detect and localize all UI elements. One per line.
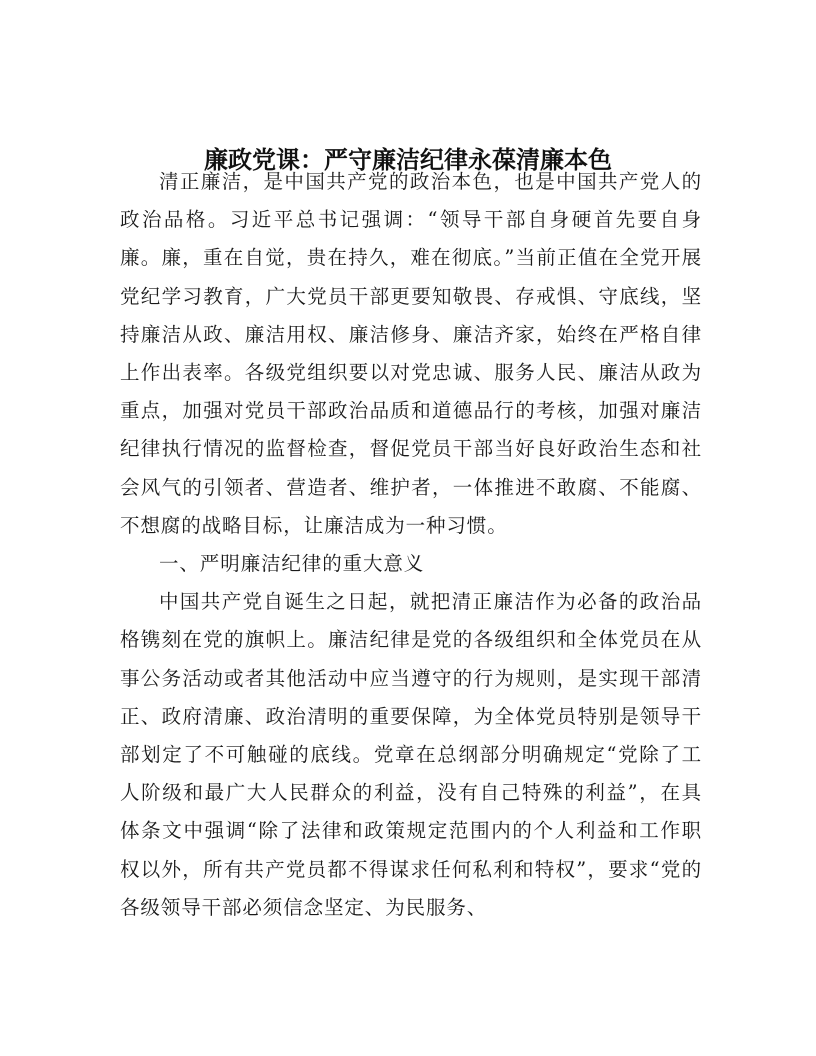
section-heading: 一、严明廉洁纪律的重大意义 [159,552,425,576]
document-title: 廉政党课：严守廉洁纪律永葆清廉本色 [204,146,612,174]
intro-paragraph: 清正廉洁，是中国共产党的政治本色，也是中国共产党人的政治品格。习近平总书记强调：“领导干部自身硬首先要自身廉。廉，重在自觉，贵在持久，难在彻底。”当前正值在全党开展党纪学习教育，广大党员干部更要知敬畏、存戒惧、守底线，坚持廉洁从政、廉洁用权、廉洁修身、廉洁齐家，始终在严格自律上作出表率。各级党组织要以对党忠诚、服务人民、廉洁从政为重点，加强对党员干部政治品质和道德品行的考核，加强对廉洁纪律执行情况的监督检查，督促党员干部当好良好政治生态和社会风气的引领者、营造者、维护者，一体推进不敢腐、不能腐、不想腐的战略目标，让廉洁成为一种习惯。 [120,170,702,537]
section-paragraph: 中国共产党自诞生之日起，就把清正廉洁作为必备的政治品格镌刻在党的旗帜上。廉洁纪律是党的各级组织和全体党员在从事公务活动或者其他活动中应当遵守的行为规则，是实现干部清正、政府清廉、政治清明的重要保障，为全体党员特别是领导干部划定了不可触碰的底线。党章在总纲部分明确规定“党除了工人阶级和最广大人民群众的利益，没有自己特殊的利益”，在具体条文中强调“除了法律和政策规定范围内的个人利益和工作职权以外，所有共产党员都不得谋求任何私利和特权”，要求“党的各级领导干部必须信念坚定、为民服务、 [120,590,702,919]
document-body [120,163,702,927]
